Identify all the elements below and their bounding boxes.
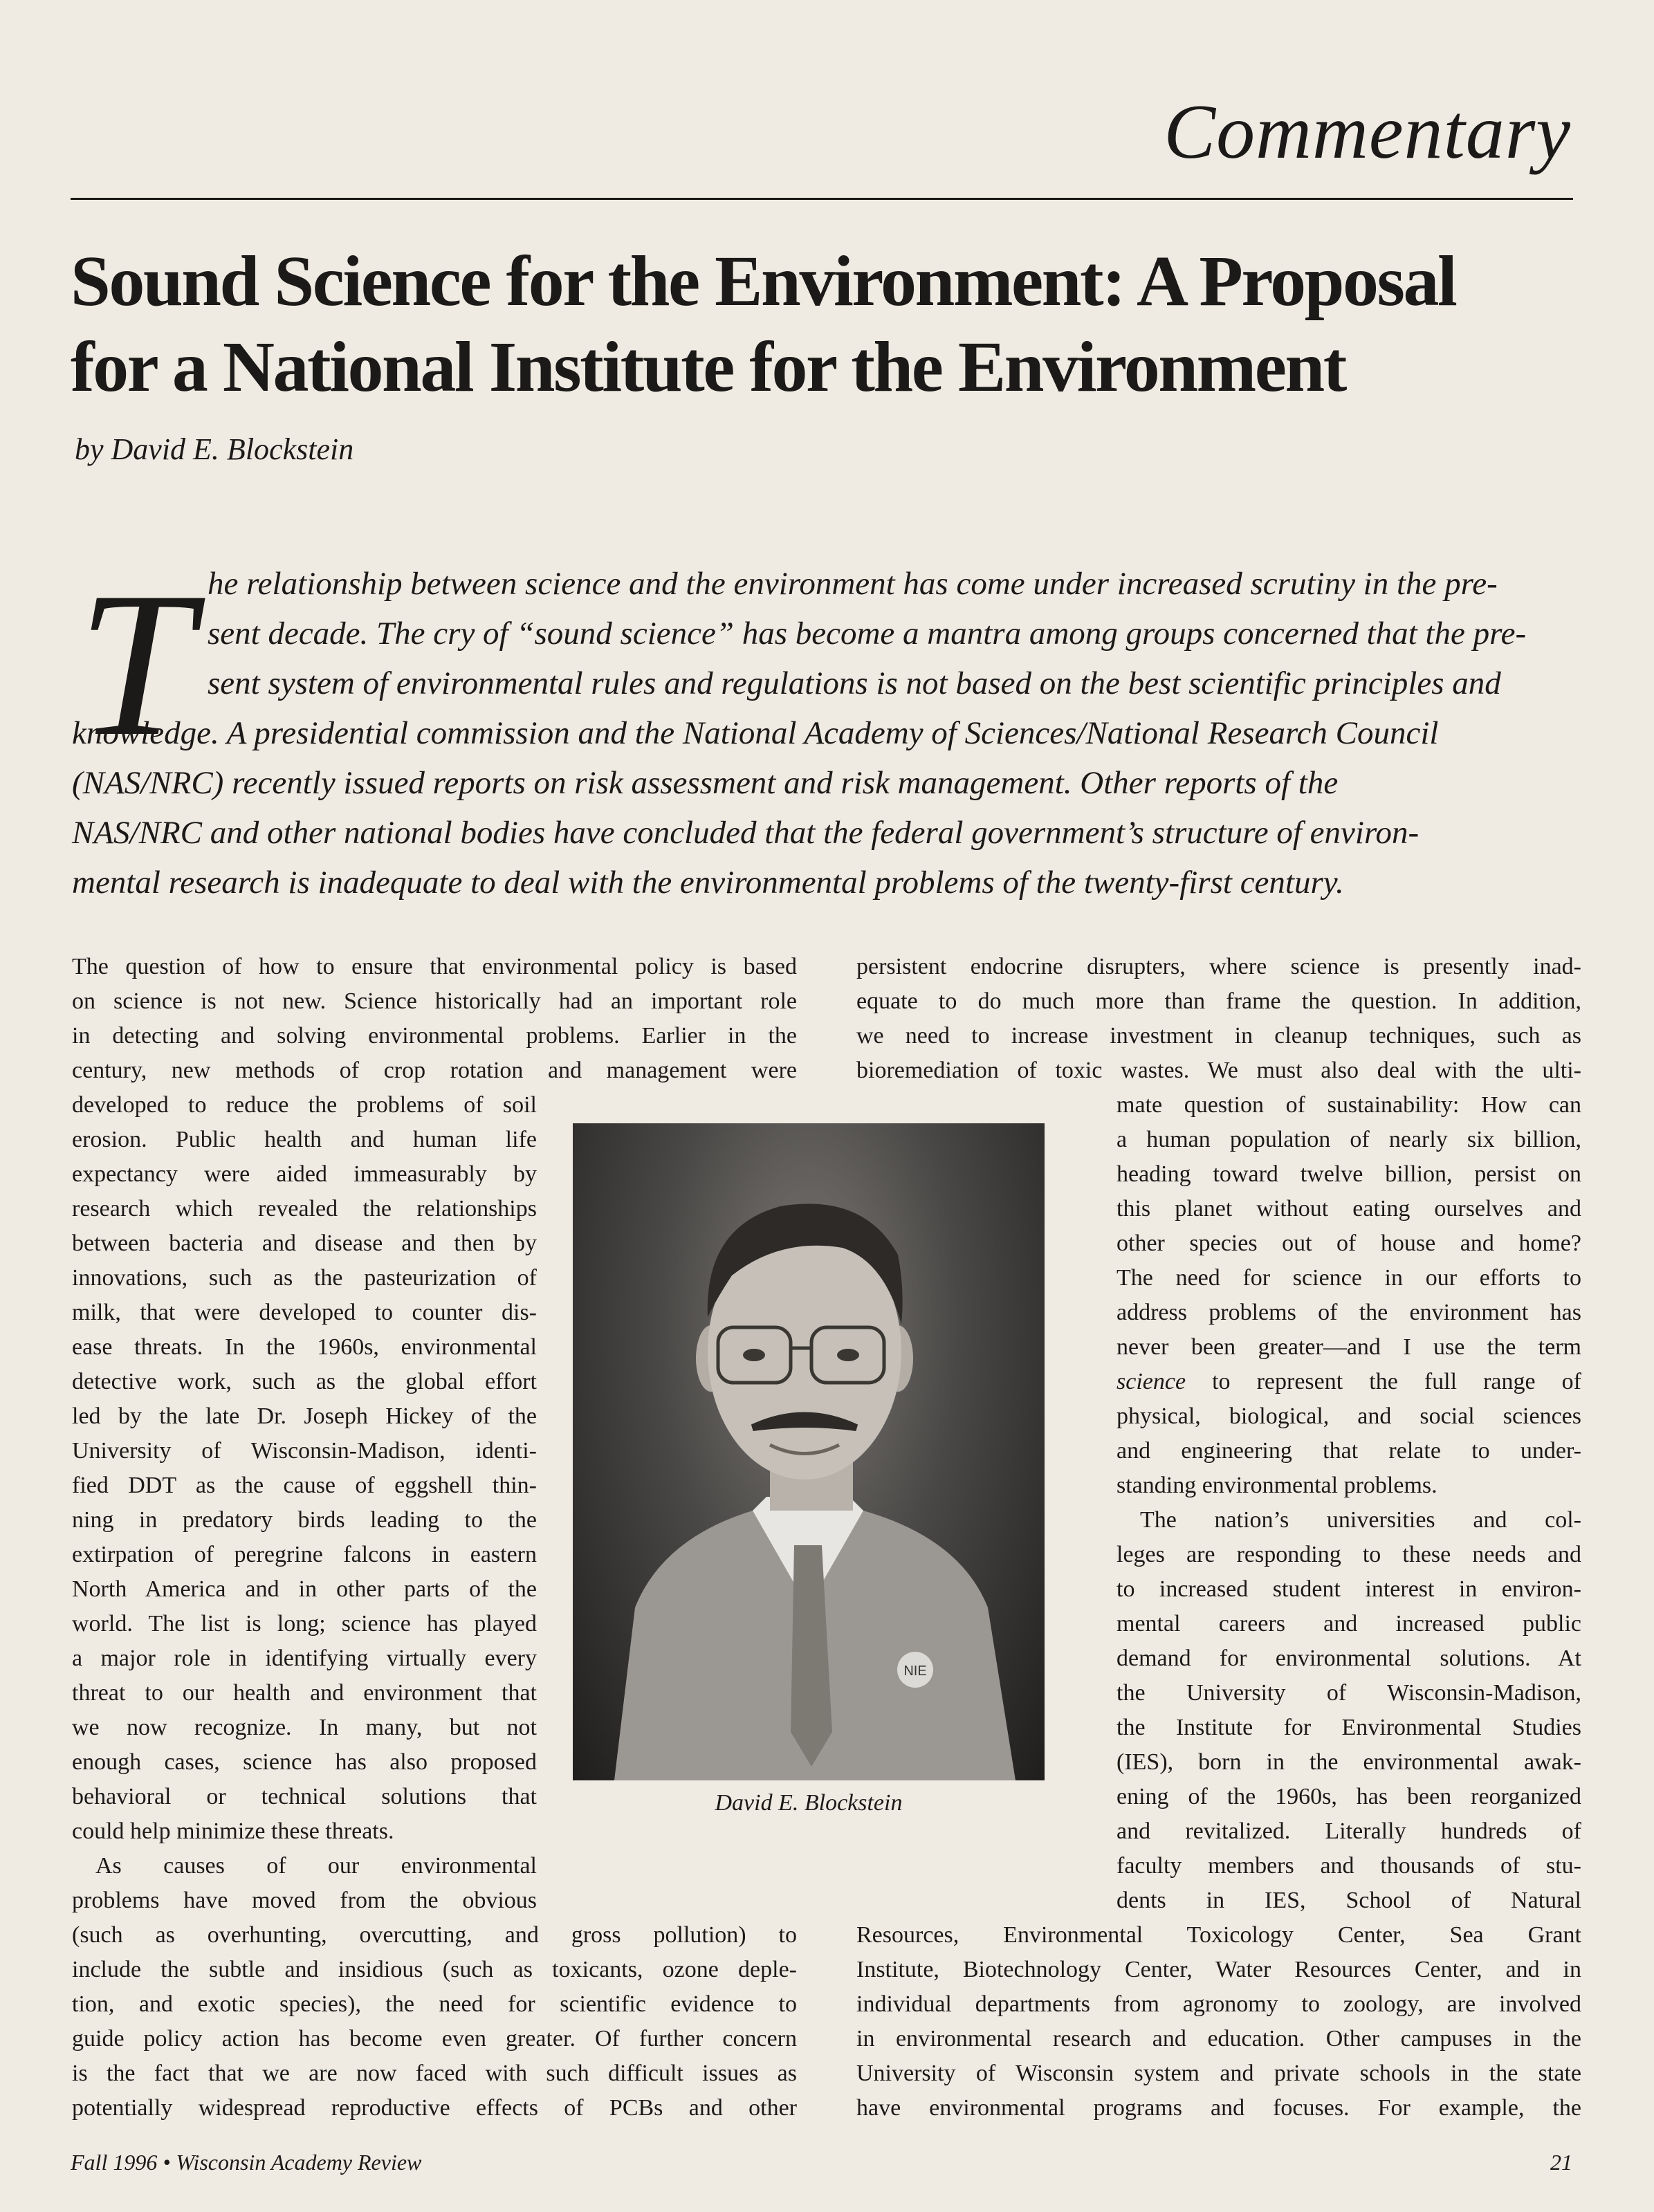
body-line: The nation’s universities and col- bbox=[1117, 1507, 1581, 1533]
body-line: ning in predatory birds leading to the bbox=[72, 1507, 537, 1533]
body-line: developed to reduce the problems of soil bbox=[72, 1092, 537, 1118]
body-line: led by the late Dr. Joseph Hickey of the bbox=[72, 1403, 537, 1429]
body-line: extirpation of peregrine falcons in eastern bbox=[72, 1542, 537, 1567]
body-line: in environmental research and education. Other campuses in the bbox=[856, 2026, 1581, 2052]
body-line: a major role in identifying virtually every bbox=[72, 1646, 537, 1671]
body-line: faculty members and thousands of stu- bbox=[1117, 1853, 1581, 1879]
body-line: tion, and exotic species), the need for scientific evidence to bbox=[72, 1991, 797, 2017]
body-line: this planet without eating ourselves and bbox=[1117, 1196, 1581, 1222]
body-line: heading toward twelve billion, persist on bbox=[1117, 1161, 1581, 1187]
title-line-2: for a National Institute for the Environment bbox=[71, 327, 1345, 407]
byline: by David E. Blockstein bbox=[75, 432, 354, 466]
body-line: research which revealed the relationships bbox=[72, 1196, 537, 1222]
lede-line: mental research is inadequate to deal with the environmental problems of the twenty-first century. bbox=[72, 865, 1344, 901]
body-line: mental careers and increased public bbox=[1117, 1611, 1581, 1637]
body-line: guide policy action has become even greater. Of further concern bbox=[72, 2026, 797, 2052]
body-line: we need to increase investment in cleanup techniques, such as bbox=[856, 1023, 1581, 1049]
body-line: ening of the 1960s, has been reorganized bbox=[1117, 1784, 1581, 1809]
body-line: the University of Wisconsin-Madison, bbox=[1117, 1680, 1581, 1706]
lapel-badge-text: NIE bbox=[903, 1663, 927, 1679]
portrait-illustration bbox=[573, 1123, 1045, 1780]
body-line: behavioral or technical solutions that bbox=[72, 1784, 537, 1809]
body-line: is the fact that we are now faced with such difficult issues as bbox=[72, 2061, 797, 2086]
body-line: include the subtle and insidious (such as toxicants, ozone deple- bbox=[72, 1957, 797, 1982]
lede-line: he relationship between science and the environment has come under increased scrutiny in the pre- bbox=[208, 566, 1498, 602]
body-line: standing environmental problems. bbox=[1117, 1473, 1437, 1498]
body-line: (IES), born in the environmental awak- bbox=[1117, 1749, 1581, 1775]
body-line: leges are responding to these needs and bbox=[1117, 1542, 1581, 1567]
lede-line: (NAS/NRC) recently issued reports on risk assessment and risk management. Other reports of the bbox=[72, 765, 1339, 801]
body-line: detective work, such as the global effort bbox=[72, 1369, 537, 1394]
body-line: a human population of nearly six billion, bbox=[1117, 1127, 1581, 1152]
body-line: other species out of house and home? bbox=[1117, 1231, 1581, 1256]
lede-line: sent decade. The cry of “sound science” has become a mantra among groups concerned that the pre- bbox=[208, 616, 1527, 652]
body-line: mate question of sustainability: How can bbox=[1117, 1092, 1581, 1118]
body-line: As causes of our environmental bbox=[72, 1853, 537, 1879]
photo bbox=[573, 1123, 1045, 1780]
body-line: and engineering that relate to under- bbox=[1117, 1438, 1581, 1464]
body-line: in detecting and solving environmental problems. Earlier in the bbox=[72, 1023, 797, 1049]
body-line: between bacteria and disease and then by bbox=[72, 1231, 537, 1256]
body-line: could help minimize these threats. bbox=[72, 1818, 394, 1844]
body-line: University of Wisconsin system and private schools in the state bbox=[856, 2061, 1581, 2086]
body-line: century, new methods of crop rotation and management were bbox=[72, 1058, 797, 1083]
title-line-1: Sound Science for the Environment: A Proposal bbox=[71, 241, 1456, 321]
header-rule bbox=[71, 198, 1573, 200]
body-line: erosion. Public health and human life bbox=[72, 1127, 537, 1152]
body-line: address problems of the environment has bbox=[1117, 1300, 1581, 1325]
page-number: 21 bbox=[1550, 2150, 1572, 2175]
body-line: individual departments from agronomy to zoology, are involved bbox=[856, 1991, 1581, 2017]
footer-issue: Fall 1996 • Wisconsin Academy Review bbox=[71, 2150, 422, 2175]
body-line: University of Wisconsin-Madison, identi- bbox=[72, 1438, 537, 1464]
body-line: ease threats. In the 1960s, environmental bbox=[72, 1334, 537, 1360]
body-line: Institute, Biotechnology Center, Water Resources Center, and in bbox=[856, 1957, 1581, 1982]
body-line: expectancy were aided immeasurably by bbox=[72, 1161, 537, 1187]
body-line: bioremediation of toxic wastes. We must also deal with the ulti- bbox=[856, 1058, 1581, 1083]
body-line: physical, biological, and social sciences bbox=[1117, 1403, 1581, 1429]
body-line: to increased student interest in environ- bbox=[1117, 1576, 1581, 1602]
body-line: milk, that were developed to counter dis- bbox=[72, 1300, 537, 1325]
body-line: science to represent the full range of bbox=[1117, 1369, 1581, 1394]
body-line: world. The list is long; science has played bbox=[72, 1611, 537, 1637]
lede-line: sent system of environmental rules and regulations is not based on the best scientific principles and bbox=[208, 665, 1501, 701]
body-line: fied DDT as the cause of eggshell thin- bbox=[72, 1473, 537, 1498]
body-line: threat to our health and environment that bbox=[72, 1680, 537, 1706]
eye-left bbox=[743, 1349, 765, 1361]
lede-line: NAS/NRC and other national bodies have concluded that the federal government’s structure of environ- bbox=[72, 815, 1419, 851]
body-line: on science is not new. Science historically had an important role bbox=[72, 988, 797, 1014]
body-line: enough cases, science has also proposed bbox=[72, 1749, 537, 1775]
body-line: never been greater—and I use the term bbox=[1117, 1334, 1581, 1360]
body-line: The need for science in our efforts to bbox=[1117, 1265, 1581, 1291]
drop-cap: T bbox=[77, 549, 193, 779]
body-line: The question of how to ensure that environmental policy is based bbox=[72, 954, 797, 979]
body-line: (such as overhunting, overcutting, and gross pollution) to bbox=[72, 1922, 797, 1948]
body-line: equate to do much more than frame the question. In addition, bbox=[856, 988, 1581, 1014]
lede-line: knowledge. A presidential commission and the National Academy of Sciences/National Research Council bbox=[72, 715, 1439, 751]
emphasis: science bbox=[1117, 1369, 1186, 1394]
article-title bbox=[71, 239, 1558, 410]
body-line: dents in IES, School of Natural bbox=[1117, 1888, 1581, 1913]
photo-caption: David E. Blockstein bbox=[715, 1790, 903, 1816]
eye-right bbox=[837, 1349, 859, 1361]
body-line: persistent endocrine disrupters, where science is presently inad- bbox=[856, 954, 1581, 979]
body-line: Resources, Environmental Toxicology Center, Sea Grant bbox=[856, 1922, 1581, 1948]
body-line: innovations, such as the pasteurization of bbox=[72, 1265, 537, 1291]
body-line: the Institute for Environmental Studies bbox=[1117, 1715, 1581, 1740]
body-line: demand for environmental solutions. At bbox=[1117, 1646, 1581, 1671]
body-line: North America and in other parts of the bbox=[72, 1576, 537, 1602]
body-line: we now recognize. In many, but not bbox=[72, 1715, 537, 1740]
body-line: have environmental programs and focuses. For example, the bbox=[856, 2095, 1581, 2121]
section-label: Commentary bbox=[1164, 89, 1571, 175]
body-line: potentially widespread reproductive effects of PCBs and other bbox=[72, 2095, 797, 2121]
body-line: problems have moved from the obvious bbox=[72, 1888, 537, 1913]
body-line: and revitalized. Literally hundreds of bbox=[1117, 1818, 1581, 1844]
